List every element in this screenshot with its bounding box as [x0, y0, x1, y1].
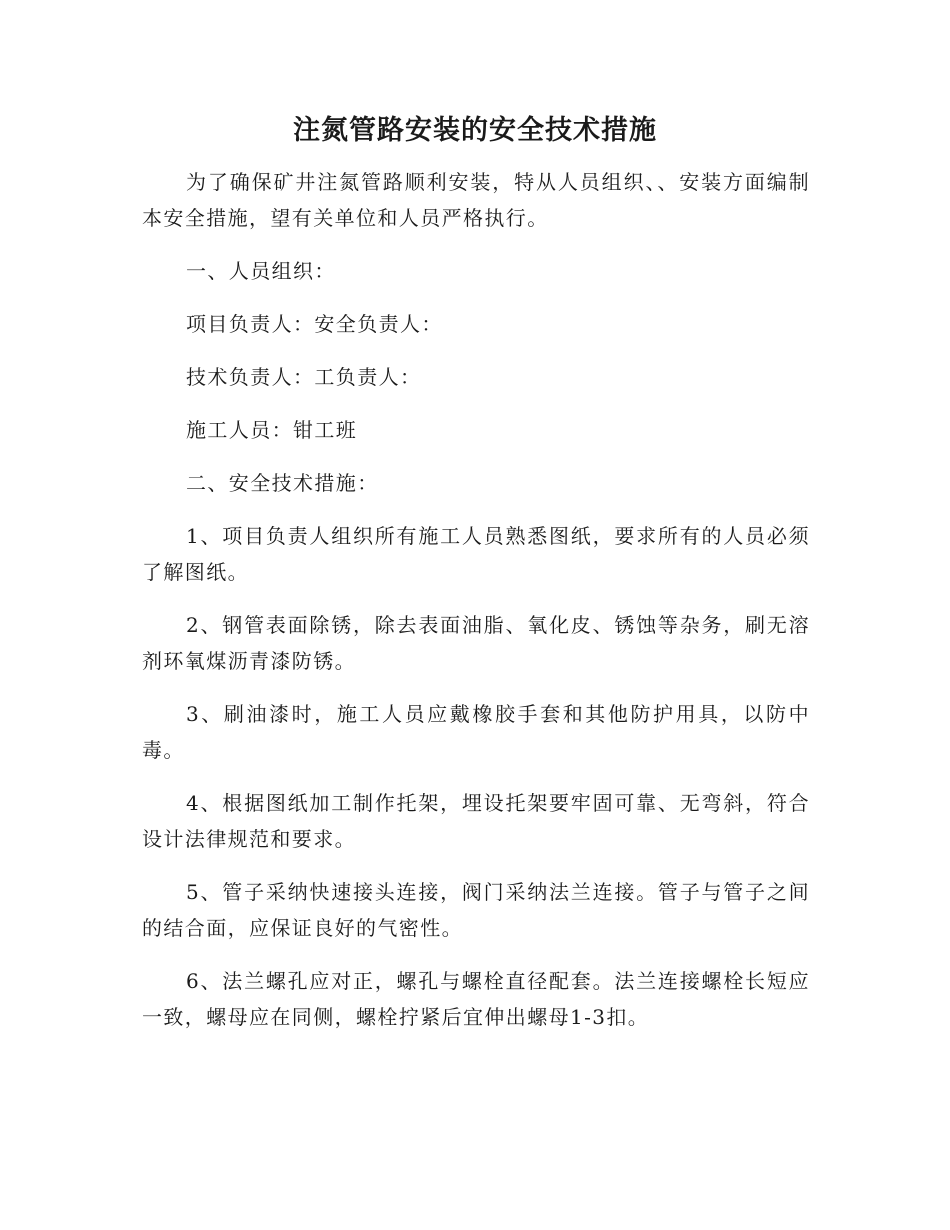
measure-item-5: 5、管子采纳快速接头连接，阀门采纳法兰连接。管子与管子之间的结合面，应保证良好的气密性。	[142, 880, 810, 940]
section-heading-safety-measures: 二、安全技术措施：	[186, 471, 379, 495]
personnel-line-project-lead: 项目负责人：安全负责人：	[186, 312, 443, 336]
measure-item-1: 1、项目负责人组织所有施工人员熟悉图纸，要求所有的人员必须了解图纸。	[142, 524, 810, 584]
intro-paragraph: 为了确保矿井注氮管路顺利安装，特从人员组织、、安装方面编制本安全措施，望有关单位和人员严格执行。	[142, 170, 810, 230]
section-heading-personnel: 一、人员组织：	[186, 259, 336, 283]
personnel-line-technical-lead: 技术负责人：工负责人：	[186, 365, 422, 389]
measure-item-6: 6、法兰螺孔应对正，螺孔与螺栓直径配套。法兰连接螺栓长短应一致，螺母应在同侧，螺栓拧紧后宜伸出螺母1-3扣。	[142, 969, 810, 1029]
personnel-line-workers: 施工人员：钳工班	[186, 418, 358, 442]
measure-item-4: 4、根据图纸加工制作托架，埋设托架要牢固可靠、无弯斜，符合设计法律规范和要求。	[142, 791, 810, 851]
measure-item-2: 2、钢管表面除锈，除去表面油脂、氧化皮、锈蚀等杂务，刷无溶剂环氧煤沥青漆防锈。	[142, 613, 810, 673]
measure-item-3: 3、刷油漆时，施工人员应戴橡胶手套和其他防护用具，以防中毒。	[142, 702, 810, 762]
document-body	[142, 164, 810, 1052]
document-title: 注氮管路安装的安全技术措施	[293, 115, 657, 146]
